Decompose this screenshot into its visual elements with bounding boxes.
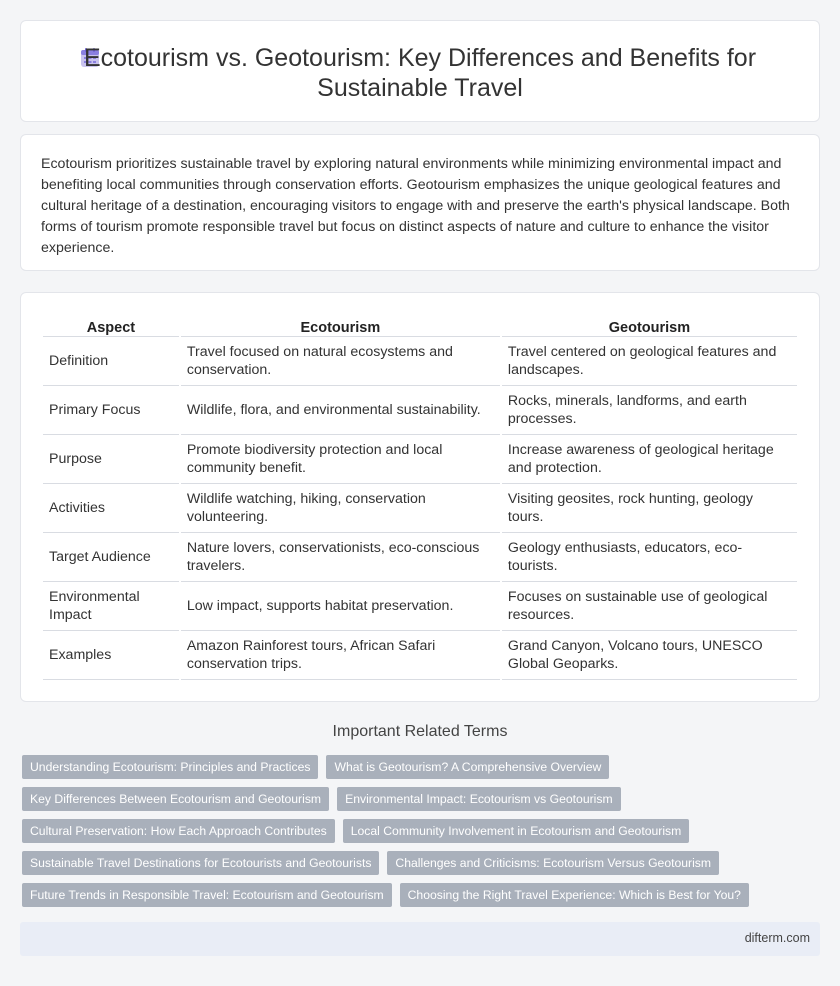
row-geotourism: Rocks, minerals, landforms, and earth processes. — [502, 386, 797, 435]
row-ecotourism: Promote biodiversity protection and local community benefit. — [181, 435, 500, 484]
row-geotourism: Visiting geosites, rock hunting, geology tours. — [502, 484, 797, 533]
row-geotourism: Travel centered on geological features and landscapes. — [502, 337, 797, 386]
related-term-link[interactable]: What is Geotourism? A Comprehensive Overview — [326, 755, 609, 779]
row-aspect: Environmental Impact — [43, 582, 179, 631]
intro-card — [20, 134, 820, 271]
related-term-link[interactable]: Cultural Preservation: How Each Approach Contributes — [22, 819, 335, 843]
related-term-link[interactable]: Understanding Ecotourism: Principles and Practices — [22, 755, 318, 779]
row-ecotourism: Travel focused on natural ecosystems and conservation. — [181, 337, 500, 386]
related-term-link[interactable]: Sustainable Travel Destinations for Ecotourists and Geotourists — [22, 851, 379, 875]
related-term-link[interactable]: Local Community Involvement in Ecotourism and Geotourism — [343, 819, 690, 843]
table-row — [43, 631, 797, 680]
row-ecotourism: Amazon Rainforest tours, African Safari conservation trips. — [181, 631, 500, 680]
table-row — [43, 582, 797, 631]
row-aspect: Examples — [43, 631, 179, 680]
title-card — [20, 20, 820, 122]
related-term-link[interactable]: Future Trends in Responsible Travel: Ecotourism and Geotourism — [22, 883, 392, 907]
footer-site-link[interactable]: difterm.com — [744, 931, 810, 945]
row-aspect: Primary Focus — [43, 386, 179, 435]
row-aspect: Target Audience — [43, 533, 179, 582]
table-row — [43, 435, 797, 484]
row-ecotourism: Nature lovers, conservationists, eco-conscious travelers. — [181, 533, 500, 582]
row-aspect: Definition — [43, 337, 179, 386]
comparison-table — [41, 315, 799, 680]
table-row — [43, 533, 797, 582]
row-aspect: Purpose — [43, 435, 179, 484]
related-terms-list — [22, 755, 822, 915]
footer — [20, 922, 820, 956]
row-geotourism: Increase awareness of geological heritage and protection. — [502, 435, 797, 484]
intro-paragraph: Ecotourism prioritizes sustainable travel by exploring natural environments while minimizing environmental impact and benefiting local communities through conservation efforts. Geotourism emphasizes the unique geological features and cultural heritage of a destination, encouraging visitors to engage with and preserve the earth's physical landscape. Both forms of tourism promote responsible travel but focus on distinct aspects of nature and culture to enhance the visitor experience. — [41, 156, 790, 256]
row-geotourism: Focuses on sustainable use of geological resources. — [502, 582, 797, 631]
related-term-link[interactable]: Key Differences Between Ecotourism and Geotourism — [22, 787, 329, 811]
table-header-row — [43, 315, 797, 337]
row-ecotourism: Low impact, supports habitat preservation. — [181, 582, 500, 631]
page-title: Ecotourism vs. Geotourism: Key Differences and Benefits for Sustainable Travel — [83, 44, 757, 102]
column-header-ecotourism: Ecotourism — [181, 315, 500, 337]
table-row — [43, 386, 797, 435]
column-header-geotourism: Geotourism — [502, 315, 797, 337]
row-aspect: Activities — [43, 484, 179, 533]
row-ecotourism: Wildlife watching, hiking, conservation volunteering. — [181, 484, 500, 533]
row-ecotourism: Wildlife, flora, and environmental sustainability. — [181, 386, 500, 435]
table-row — [43, 484, 797, 533]
related-term-link[interactable]: Environmental Impact: Ecotourism vs Geotourism — [337, 787, 621, 811]
column-header-aspect: Aspect — [43, 315, 179, 337]
row-geotourism: Grand Canyon, Volcano tours, UNESCO Global Geoparks. — [502, 631, 797, 680]
related-term-link[interactable]: Challenges and Criticisms: Ecotourism Versus Geotourism — [387, 851, 719, 875]
related-term-link[interactable]: Choosing the Right Travel Experience: Which is Best for You? — [400, 883, 749, 907]
table-row — [43, 337, 797, 386]
row-geotourism: Geology enthusiasts, educators, eco-tourists. — [502, 533, 797, 582]
related-terms-heading: Important Related Terms — [332, 723, 508, 740]
comparison-card — [20, 292, 820, 702]
